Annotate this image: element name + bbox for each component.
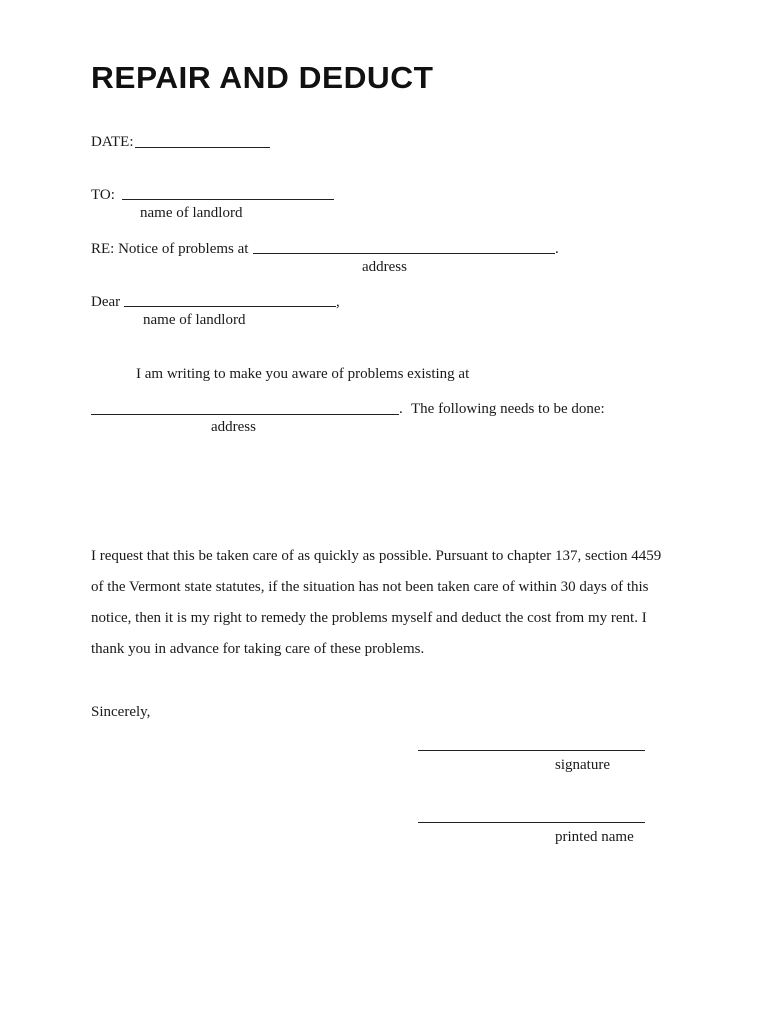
problem-address-blank-line[interactable] xyxy=(91,414,399,415)
to-blank-line[interactable] xyxy=(122,199,334,200)
address-period: . xyxy=(399,401,403,417)
document-title: REPAIR AND DEDUCT xyxy=(91,60,434,95)
intro-text: I am writing to make you aware of problems existing at xyxy=(136,366,470,382)
signature-label: signature xyxy=(555,757,610,773)
address-sublabel: address xyxy=(211,419,256,435)
dear-comma: , xyxy=(336,294,340,310)
dear-label: Dear xyxy=(91,294,121,310)
re-address-blank-line[interactable] xyxy=(253,253,555,254)
re-sublabel: address xyxy=(362,259,407,275)
re-label: RE: Notice of problems at xyxy=(91,241,249,257)
date-blank-line[interactable] xyxy=(135,147,270,148)
paragraph-line-1: I request that this be taken care of as quickly as possible. Pursuant to chapter 137, section 4459 xyxy=(91,548,662,564)
paragraph-line-3: notice, then it is my right to remedy the problems myself and deduct the cost from my rent. I xyxy=(91,610,647,626)
paragraph-line-2: of the Vermont state statutes, if the situation has not been taken care of within 30 days of this xyxy=(91,579,649,595)
printed-name-label: printed name xyxy=(555,829,634,845)
date-label: DATE: xyxy=(91,134,134,150)
re-period: . xyxy=(555,241,559,257)
closing-text: Sincerely, xyxy=(91,704,151,720)
dear-blank-line[interactable] xyxy=(124,306,336,307)
paragraph-line-4: thank you in advance for taking care of these problems. xyxy=(91,641,425,657)
following-text: The following needs to be done: xyxy=(411,401,605,417)
printed-name-blank-line[interactable] xyxy=(418,822,645,823)
to-label: TO: xyxy=(91,187,115,203)
to-sublabel: name of landlord xyxy=(140,205,243,221)
dear-sublabel: name of landlord xyxy=(143,312,246,328)
signature-blank-line[interactable] xyxy=(418,750,645,751)
